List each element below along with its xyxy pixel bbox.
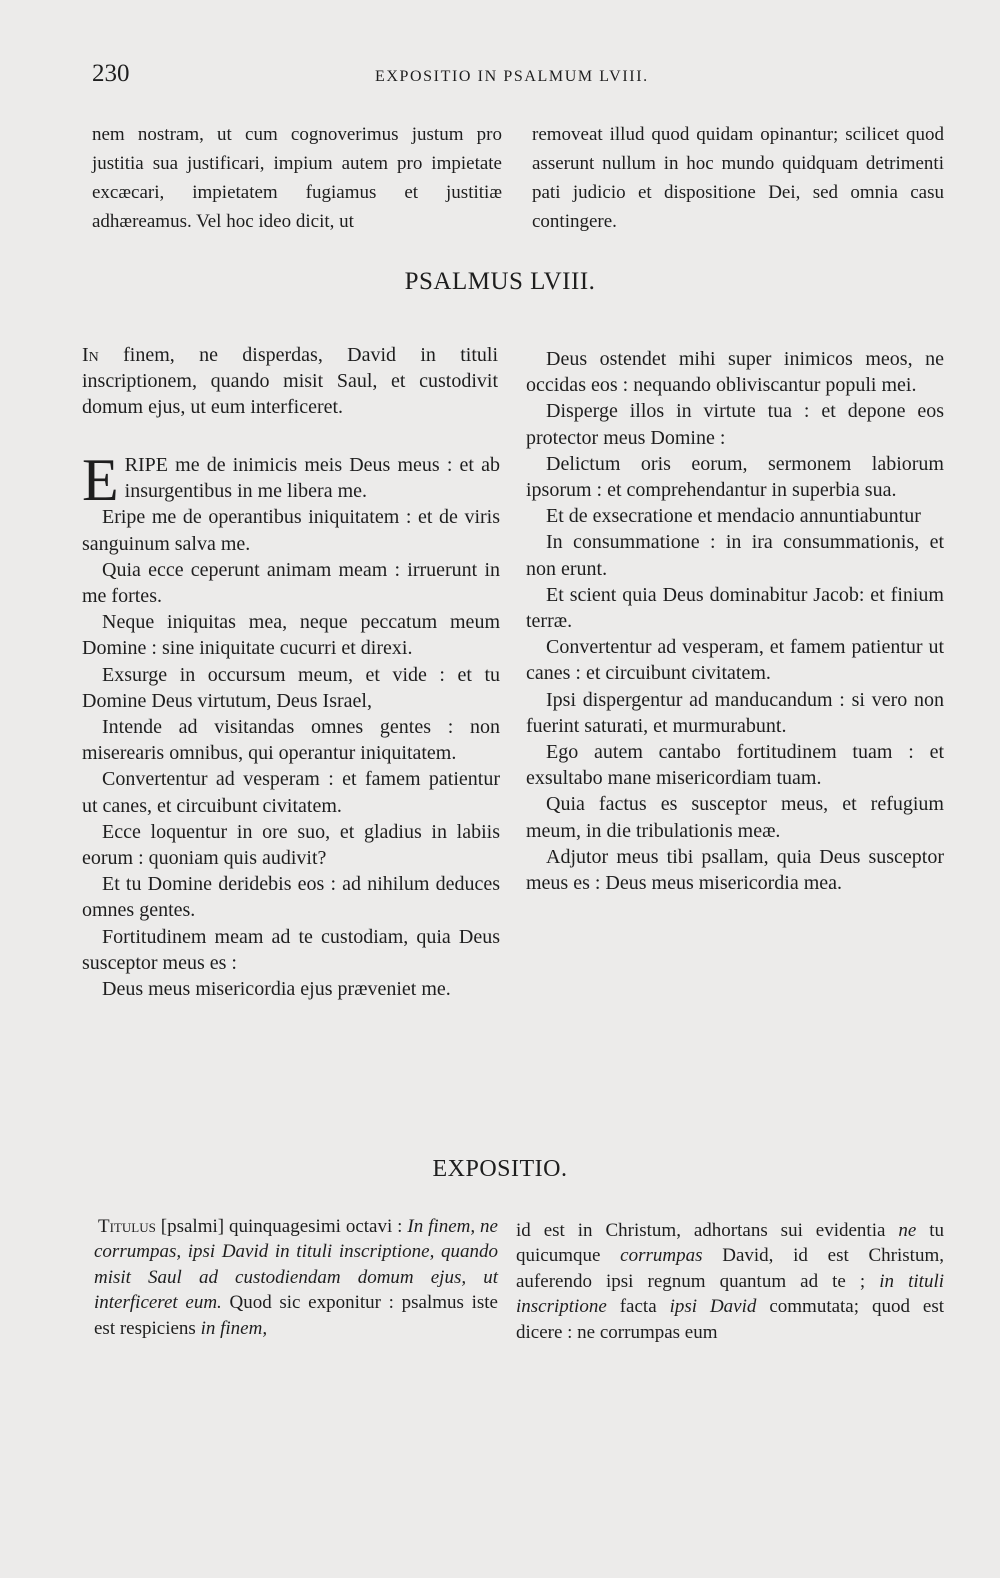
- exposition-text: [psalmi] quinquagesimi octavi :: [155, 1216, 408, 1237]
- verse: Quia factus es susceptor meus, et refugium meum, in die tribulationis meæ.: [526, 793, 944, 842]
- exposition-italic: in tituli inscriptione: [516, 1270, 944, 1318]
- verse: Convertentur ad vesperam, et famem patientur ut canes : et circuibunt civitatem.: [526, 636, 944, 685]
- verse: Et de exsecratione et mendacio annuntiabuntur: [546, 505, 921, 528]
- verse-first: [82, 447, 500, 513]
- exposition-italic: ne: [898, 1220, 917, 1241]
- top-left-text: [92, 120, 502, 236]
- exposition-lead: Titulus: [98, 1216, 156, 1237]
- verse: Et scient quia Deus dominabitur Jacob: et finium terræ.: [526, 583, 944, 633]
- verse: Adjutor meus tibi psallam, quia Deus susceptor meus es : Deus meus misericordia mea.: [526, 845, 944, 895]
- verse: Intende ad visitandas omnes gentes : non miserearis omnibus, qui operantur iniquitatem.: [82, 716, 500, 765]
- verse: Delictum oris eorum, sermonem labiorum ipsorum : et comprehendantur in superbia sua.: [526, 452, 944, 502]
- exposition-text: Quod sic exponitur : psalmus iste est respiciens: [94, 1292, 498, 1339]
- top-left-paragraph: nem nostram, ut cum cognoverimus justum pro justitia sua justificari, impium autem pro impietate excæcari, impietatem fugiamus et justitiæ adhæreamus. Vel hoc ideo dicit, ut: [92, 124, 502, 232]
- verses-right-column: [526, 346, 944, 896]
- verse: Deus ostendet mihi super inimicos meos, ne occidas eos : nequando obliviscantur populi mei.: [526, 348, 944, 397]
- exposition-text: commutata; quod est dicere : ne corrumpas eum: [516, 1296, 944, 1343]
- exposition-left-column: [94, 1214, 498, 1341]
- page-header: [88, 60, 968, 100]
- verse: Neque iniquitas mea, neque peccatum meum Domine : sine iniquitate cucurri et direxi.: [82, 611, 500, 660]
- top-right-text: [532, 120, 944, 236]
- verse: Eripe me de operantibus iniquitatem : et de viris sanguinum salva me.: [82, 506, 500, 555]
- exposition-title: EXPOSITIO.: [432, 1156, 568, 1182]
- verse: Disperge illos in virtute tua : et depone eos protector meus Domine :: [526, 400, 944, 449]
- verse: Ego autem cantabo fortitudinem tuam : et exsultabo mane misericordiam tuam.: [526, 741, 944, 790]
- psalm-inscription: [82, 342, 498, 420]
- verse: Ipsi dispergentur ad manducandum : si vero non fuerint saturati, et murmurabunt.: [526, 688, 944, 737]
- verse: Quia ecce ceperunt animam meam : irruerunt in me fortes.: [82, 558, 500, 608]
- exposition-italic: corrumpas: [620, 1245, 703, 1267]
- drop-cap: E: [82, 447, 119, 513]
- exposition-italic: in finem,: [200, 1317, 268, 1339]
- verse-first-text: me de inimicis meis Deus meus : et ab insurgentibus in me libera me.: [124, 454, 500, 503]
- exposition-italic: In finem, ne corrumpas, ipsi David in tituli inscriptione, quando misit Saul ad custodiendam domum ejus, ut interficeret eum.: [94, 1216, 498, 1314]
- exposition-text: facta: [606, 1296, 670, 1318]
- exposition-text: id est in Christum, adhortans sui evidentia: [516, 1220, 899, 1241]
- verse: In consummatione : in ira consummationis, et non erunt.: [526, 531, 944, 580]
- verses-left-column: [82, 447, 500, 1002]
- verse-first-caps: RIPE: [124, 454, 168, 476]
- exposition-text: tu quicumque: [516, 1220, 944, 1267]
- top-right-paragraph: removeat illud quod quidam opinantur; scilicet quod asserunt nullum in hoc mundo quidquam detrimenti pati judicio et dispositione Dei, sed omnia casu contingere.: [532, 124, 944, 232]
- verse: Ecce loquentur in ore suo, et gladius in labiis eorum : quoniam quis audivit?: [82, 820, 500, 870]
- verse: Fortitudinem meam ad te custodiam, quia Deus susceptor meus es :: [82, 925, 500, 974]
- psalm-title: PSALMUS LVIII.: [404, 268, 596, 295]
- verse: Convertentur ad vesperam : et famem patientur ut canes, et circuibunt civitatem.: [82, 768, 500, 817]
- exposition-right-column: [516, 1218, 944, 1345]
- verse: Deus meus misericordia ejus præveniet me.: [102, 978, 451, 1001]
- running-title: EXPOSITIO IN PSALMUM LVIII.: [375, 68, 649, 85]
- page-number: 230: [92, 60, 130, 87]
- inscription-lead: In: [82, 344, 99, 366]
- verse: Et tu Domine deridebis eos : ad nihilum deduces omnes gentes.: [82, 873, 500, 922]
- exposition-italic: ipsi David: [669, 1296, 757, 1318]
- inscription-text: finem, ne disperdas, David in tituli inscriptionem, quando misit Saul, et custodivit domum ejus, ut eum interficeret.: [82, 344, 498, 418]
- exposition-text: David, id est Christum, auferendo ipsi regnum quantum ad te ;: [516, 1245, 944, 1292]
- verse: Exsurge in occursum meum, et vide : et tu Domine Deus virtutum, Deus Israel,: [82, 663, 500, 712]
